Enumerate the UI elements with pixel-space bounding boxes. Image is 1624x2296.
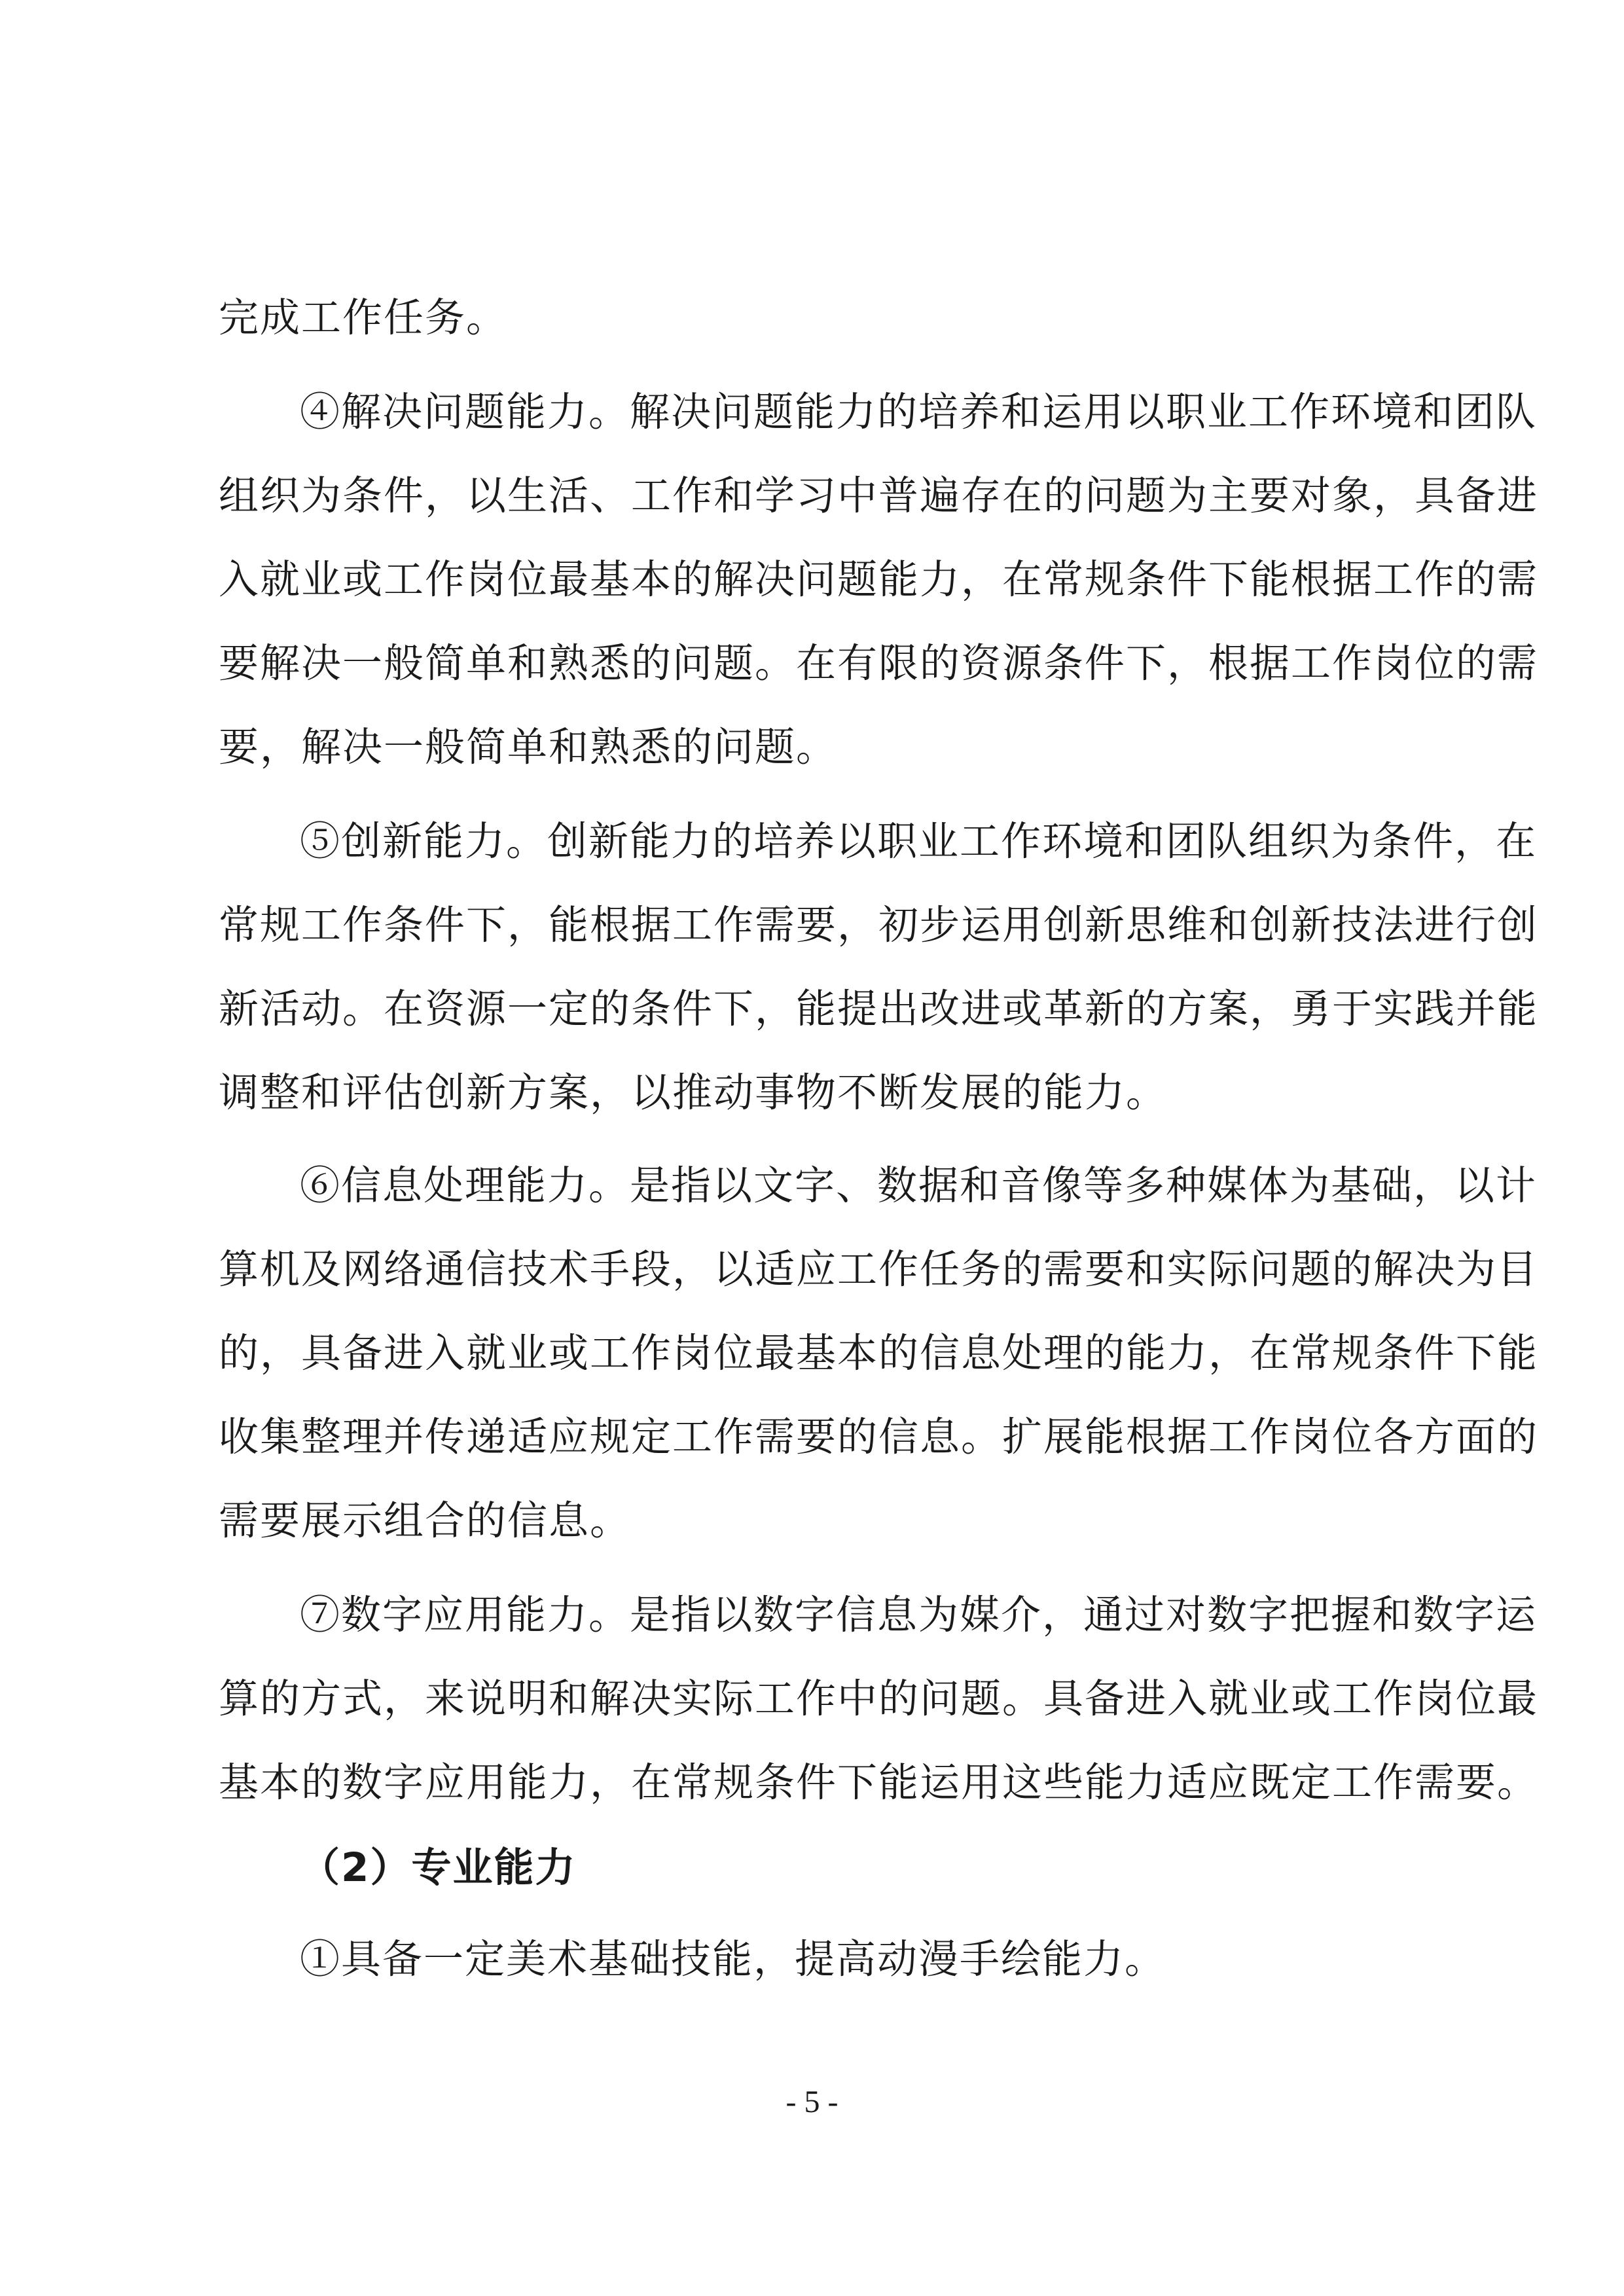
- paragraph-line: 调整和评估创新方案，以推动事物不断发展的能力。: [219, 1069, 1168, 1116]
- paragraph-line: 收集整理并传递适应规定工作需要的信息。扩展能根据工作岗位各方面的: [219, 1414, 1539, 1460]
- paragraph-line: 的，具备进入就业或工作岗位最基本的信息处理的能力，在常规条件下能: [219, 1330, 1539, 1376]
- paragraph-line: 要，解决一般简单和熟悉的问题。: [219, 724, 838, 770]
- paragraph-line: ⑦数字应用能力。是指以数字信息为媒介，通过对数字把握和数字运: [300, 1592, 1538, 1638]
- paragraph-line: ①具备一定美术基础技能，提高动漫手绘能力。: [300, 1936, 1166, 1982]
- section-heading: （2）专业能力: [300, 1844, 577, 1891]
- paragraph-line: 需要展示组合的信息。: [219, 1498, 632, 1544]
- page-number: - 5 -: [785, 2085, 839, 2119]
- paragraph-line: ⑤创新能力。创新能力的培养以职业工作环境和团队组织为条件，在: [300, 818, 1538, 865]
- paragraph-line: 新活动。在资源一定的条件下，能提出改进或革新的方案，勇于实践并能: [219, 986, 1539, 1032]
- paragraph-line: 入就业或工作岗位最基本的解决问题能力，在常规条件下能根据工作的需: [219, 556, 1539, 603]
- paragraph-line: 组织为条件，以生活、工作和学习中普遍存在的问题为主要对象，具备进: [219, 473, 1539, 519]
- paragraph-line: 完成工作任务。: [219, 295, 508, 341]
- paragraph-line: 算机及网络通信技术手段，以适应工作任务的需要和实际问题的解决为目: [219, 1246, 1539, 1293]
- paragraph-line: ⑥信息处理能力。是指以文字、数据和音像等多种媒体为基础，以计: [300, 1162, 1538, 1209]
- paragraph-line: 要解决一般简单和熟悉的问题。在有限的资源条件下，根据工作岗位的需: [219, 640, 1539, 687]
- paragraph-line: 基本的数字应用能力，在常规条件下能运用这些能力适应既定工作需要。: [219, 1759, 1539, 1806]
- paragraph-line: 算的方式，来说明和解决实际工作中的问题。具备进入就业或工作岗位最: [219, 1676, 1539, 1722]
- paragraph-line: 常规工作条件下，能根据工作需要，初步运用创新思维和创新技法进行创: [219, 902, 1539, 948]
- paragraph-line: ④解决问题能力。解决问题能力的培养和运用以职业工作环境和团队: [300, 389, 1538, 435]
